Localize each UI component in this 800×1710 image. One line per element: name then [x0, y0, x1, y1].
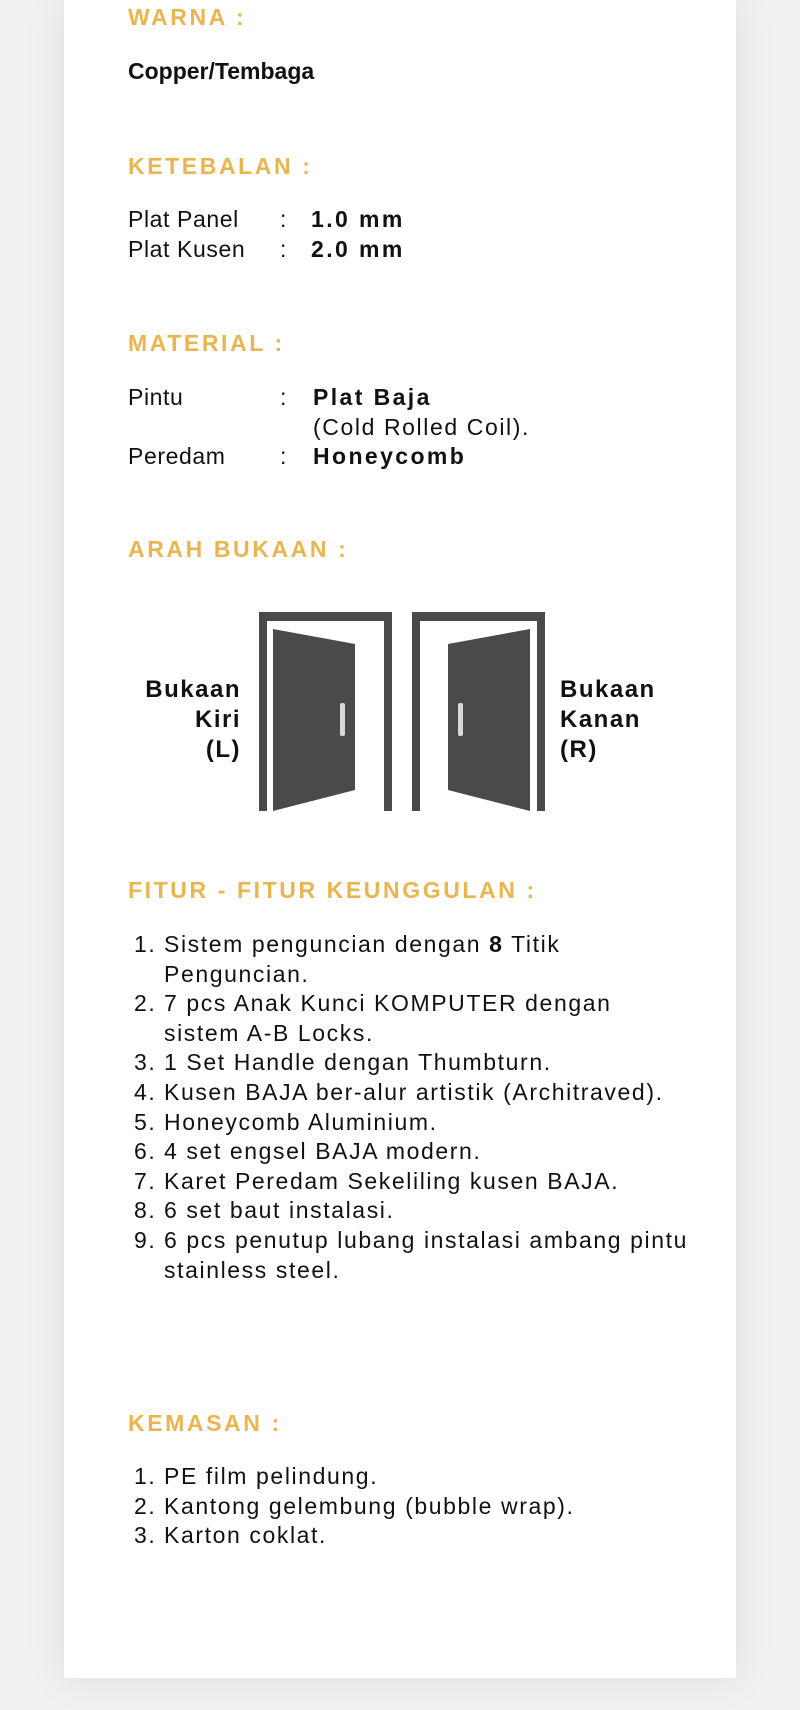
pintu-value: Plat Baja: [313, 384, 432, 410]
fitur-item: [128, 930, 688, 989]
pintu-note: (Cold Rolled Coil).: [313, 414, 531, 440]
plat-panel-value: 1.0 mm: [311, 206, 405, 232]
peredam-sep: :: [280, 443, 287, 469]
kemasan-item-number: 2.: [134, 1492, 157, 1519]
fitur-item-text: Honeycomb Aluminium.: [164, 1108, 438, 1135]
fitur-item-text: 4 set engsel BAJA modern.: [164, 1138, 482, 1165]
peredam-value: Honeycomb: [313, 443, 467, 469]
kemasan-item-number: 3.: [134, 1522, 157, 1549]
fitur-item: [128, 1167, 688, 1197]
ketebalan-title: KETEBALAN :: [128, 153, 313, 179]
door-right-icon: [412, 612, 545, 811]
fitur-item: [128, 1108, 688, 1138]
fitur-item-number: 9.: [134, 1226, 157, 1253]
warna-value: Copper/Tembaga: [128, 58, 315, 84]
plat-panel-label: Plat Panel: [128, 206, 239, 232]
door-left-label: Bukaan Kiri (L): [145, 676, 241, 763]
fitur-item-text: 1 Set Handle dengan Thumbturn.: [164, 1049, 552, 1076]
kemasan-item-text: Karton coklat.: [164, 1522, 328, 1549]
fitur-item: [128, 1078, 688, 1108]
fitur-list: [128, 930, 688, 1285]
fitur-item: [128, 1196, 688, 1226]
fitur-title: FITUR - FITUR KEUNGGULAN :: [128, 877, 537, 903]
kemasan-list: [128, 1462, 728, 1551]
fitur-item-number: 7.: [134, 1167, 157, 1194]
pintu-label: Pintu: [128, 384, 184, 410]
fitur-item: [128, 1226, 688, 1285]
warna-title: WARNA :: [128, 4, 247, 30]
fitur-item-number: 1.: [134, 931, 157, 957]
fitur-item-text: Karet Peredam Sekeliling kusen BAJA.: [164, 1167, 620, 1194]
plat-panel-sep: :: [280, 206, 287, 232]
kemasan-item: [128, 1492, 728, 1522]
kemasan-title: KEMASAN :: [128, 1410, 282, 1436]
peredam-label: Peredam: [128, 443, 226, 469]
arah-title: ARAH BUKAAN :: [128, 536, 349, 562]
plat-kusen-value: 2.0 mm: [311, 236, 405, 262]
plat-kusen-label: Plat Kusen: [128, 236, 246, 262]
fitur-item: [128, 1137, 688, 1167]
fitur-item-text: 6 pcs penutup lubang instalasi ambang pintu stainless steel.: [164, 1226, 689, 1283]
kemasan-item-number: 1.: [134, 1463, 157, 1489]
fitur-item-number: 3.: [134, 1049, 157, 1076]
material-title: MATERIAL :: [128, 330, 285, 356]
fitur-item-text: 7 pcs Anak Kunci KOMPUTER dengan sistem A-B Locks.: [164, 990, 612, 1046]
fitur-item-number: 8.: [134, 1197, 157, 1224]
fitur-item-number: 6.: [134, 1138, 157, 1165]
fitur-item-text: Sistem penguncian dengan: [164, 931, 490, 957]
kemasan-item-text: PE film pelindung.: [164, 1463, 379, 1489]
pintu-sep: :: [280, 384, 287, 410]
kemasan-item: [128, 1462, 728, 1492]
fitur-item-number: 2.: [134, 990, 157, 1017]
fitur-item-text-end: Titik Penguncian.: [164, 931, 561, 987]
fitur-item-number: 5.: [134, 1108, 157, 1135]
fitur-item-text: 6 set baut instalasi.: [164, 1197, 395, 1224]
fitur-item-bold: 8: [489, 931, 504, 957]
fitur-item: [128, 989, 688, 1048]
plat-kusen-sep: :: [280, 236, 287, 262]
fitur-item: [128, 1048, 688, 1078]
kemasan-item: [128, 1521, 728, 1551]
door-illustration: [255, 610, 550, 816]
fitur-item-text: Kusen BAJA ber-alur artistik (Architraved).: [164, 1078, 664, 1105]
kemasan-item-text: Kantong gelembung (bubble wrap).: [164, 1492, 575, 1519]
fitur-item-number: 4.: [134, 1078, 157, 1105]
door-left-icon: [259, 612, 392, 811]
door-right-label: Bukaan Kanan (R): [560, 676, 656, 763]
